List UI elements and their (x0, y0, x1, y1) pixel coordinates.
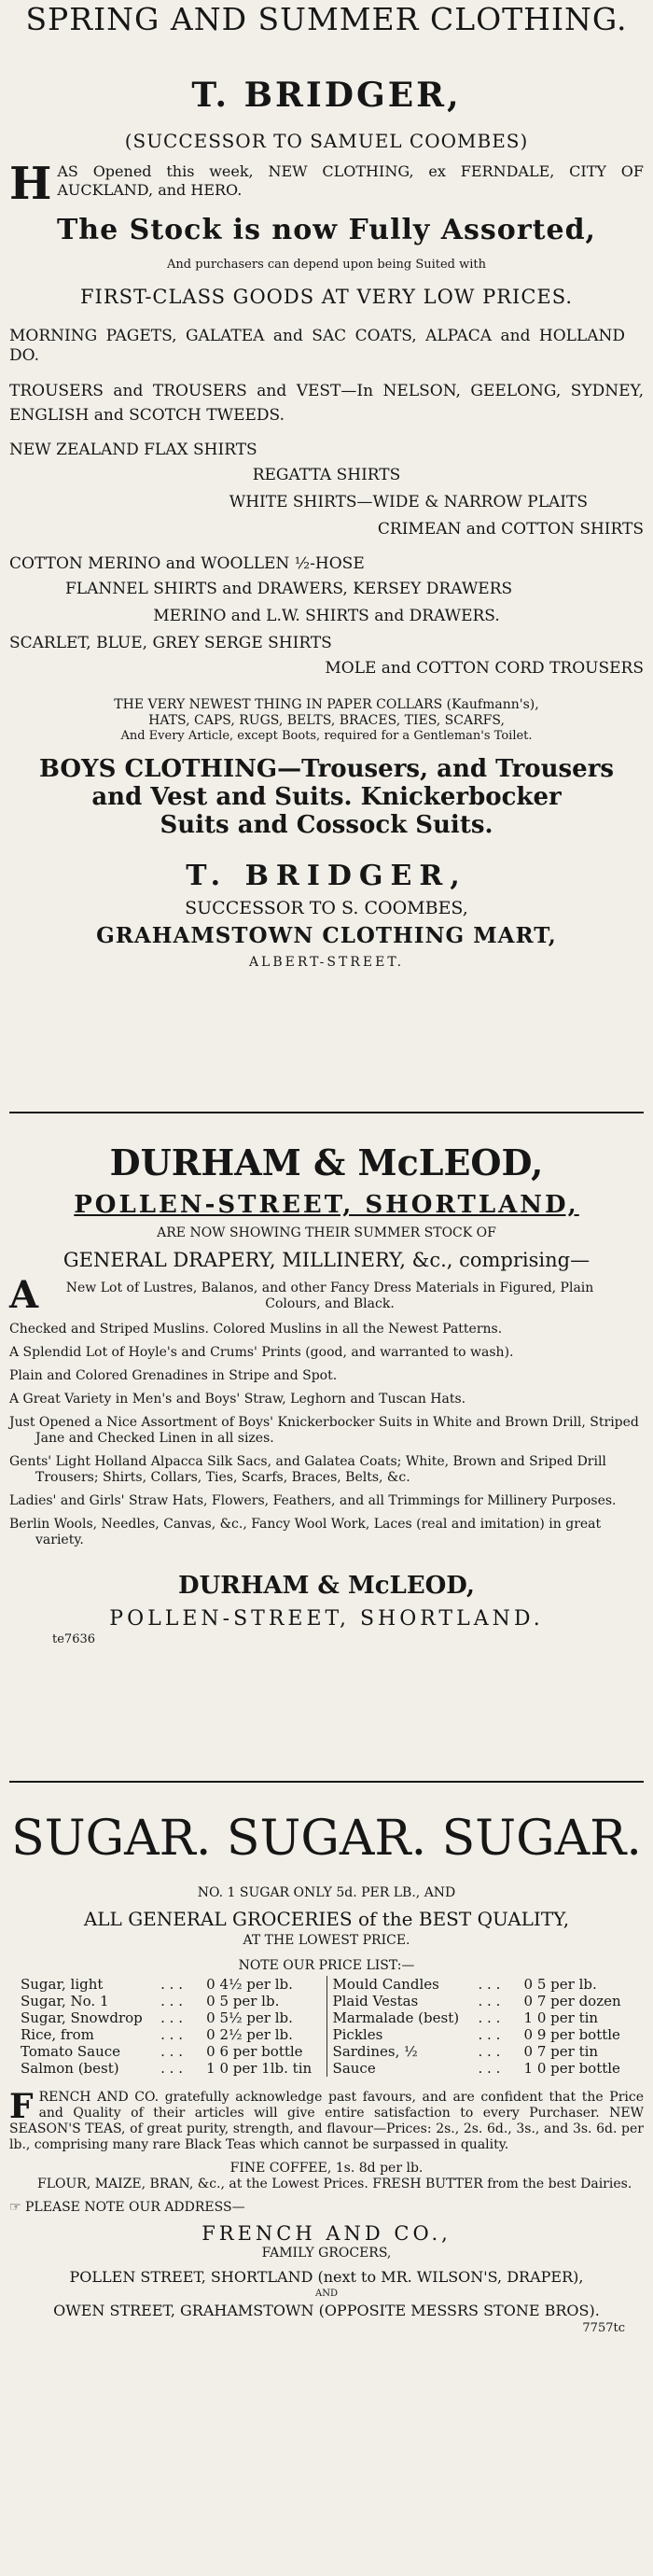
leader-dots: . . . (160, 1976, 183, 1993)
list-item: Berlin Wools, Needles, Canvas, &c., Fancy Wool Work, Laces (real and imitation) in great variety. (9, 1517, 602, 1547)
price-value: 0 2½ per lb. (206, 2026, 293, 2043)
list-item: MOLE and COTTON CORD TROUSERS (325, 659, 644, 678)
drop-cap: H (9, 158, 52, 210)
leader-dots: . . . (478, 2026, 501, 2043)
list-item: NEW ZEALAND FLAX SHIRTS (9, 441, 257, 459)
list-item: MORNING PAGETS, GALATEA and SAC COATS, ALPACA and HOLLAND DO. (9, 327, 625, 365)
pollen-address: POLLEN STREET, SHORTLAND (next to MR. WILSON'S, DRAPER), (69, 2268, 584, 2286)
price-item: Sauce (326, 2060, 476, 2077)
merchant-name: DURHAM & McLEOD, (109, 1141, 544, 1183)
durham-mcleod-advertisement (9, 1141, 644, 1781)
price-row (19, 1976, 634, 1993)
price-value: 0 9 per bottle (523, 2026, 620, 2043)
list-item: Ladies' and Girls' Straw Hats, Flowers, Feathers, and all Trimmings for Millinery Purposes. (9, 1493, 617, 1508)
list-item: FLANNEL SHIRTS and DRAWERS, KERSEY DRAWERS (65, 580, 513, 598)
leader-dots: . . . (478, 2043, 501, 2060)
goods-list (9, 327, 644, 679)
price-row (19, 2043, 634, 2060)
opening-text: AS Opened this week, NEW CLOTHING, ex FERNDALE, CITY OF AUCKLAND, and HERO. (57, 162, 644, 199)
family-grocers-line: FAMILY GROCERS, (261, 2246, 392, 2261)
list-item: Checked and Striped Muslins. Colored Muslins in all the Newest Patterns. (9, 1322, 503, 1337)
price-value: 0 5½ per lb. (206, 2009, 293, 2026)
sugar-price-line: NO. 1 SUGAR ONLY 5d. PER LB., AND (197, 1885, 456, 1900)
price-item: Sugar, No. 1 (21, 1993, 109, 2009)
price-item: Sugar, Snowdrop (21, 2009, 143, 2026)
price-item: Salmon (best) (21, 2060, 119, 2077)
french-paragraph (9, 2087, 644, 2153)
list-item: COTTON MERINO and WOOLLEN ½-HOSE (9, 554, 365, 573)
and-line: AND (315, 2289, 338, 2299)
divider (9, 1112, 644, 1113)
boys-line: Suits and Cossock Suits. (160, 811, 493, 839)
signature-street: ALBERT-STREET. (248, 955, 405, 970)
signature-name: FRENCH AND CO., (201, 2222, 452, 2245)
drop-cap: A (9, 1273, 39, 1317)
leader-dots: . . . (160, 2043, 183, 2060)
opening-paragraph (9, 158, 644, 210)
list-item: Just Opened a Nice Assortment of Boys' Knickerbocker Suits in White and Brown Drill, Striped Jane and Checked Linen in all sizes. (9, 1415, 639, 1446)
list-item: TROUSERS and TROUSERS and VEST—In NELSON, GEELONG, SYDNEY, ENGLISH and SCOTCH TWEEDS. (9, 382, 644, 425)
price-value: 0 5 per lb. (523, 1976, 597, 1993)
showing-line: ARE NOW SHOWING THEIR SUMMER STOCK OF (157, 1225, 496, 1240)
boys-clothing (9, 755, 644, 839)
price-row (19, 1993, 634, 2009)
purchasers-line: And purchasers can depend upon being Suited with (166, 258, 487, 272)
signature-name: T. BRIDGER, (186, 860, 467, 892)
list-item: A Splendid Lot of Hoyle's and Crums' Prints (good, and warranted to wash). (9, 1345, 514, 1360)
price-item: Sardines, ½ (326, 2043, 476, 2060)
reference-code: 7757tc (582, 2321, 625, 2335)
price-item: Tomato Sauce (21, 2043, 121, 2060)
headline: SPRING AND SUMMER CLOTHING. (25, 1, 628, 37)
price-item: Pickles (326, 2026, 476, 2043)
lowest-price-line: AT THE LOWEST PRICE. (243, 1933, 410, 1948)
divider (9, 1781, 644, 1783)
owen-address: OWEN STREET, GRAHAMSTOWN (OPPOSITE MESSRS STONE BROS). (53, 2302, 600, 2319)
drop-cap: F (9, 2087, 34, 2126)
general-line: GENERAL DRAPERY, MILLINERY, &c., comprising— (63, 1249, 590, 1271)
first-class-line: FIRST-CLASS GOODS AT VERY LOW PRICES. (79, 286, 574, 308)
leader-dots: . . . (478, 2060, 501, 2077)
french-and-co-advertisement (9, 1811, 644, 2576)
merchant-name: T. BRIDGER, (191, 76, 462, 115)
price-row (19, 2009, 634, 2026)
price-item: Plaid Vestas (326, 1993, 476, 2009)
hats-line: HATS, CAPS, RUGS, BELTS, BRACES, TIES, SCARFS, (148, 713, 505, 728)
price-item: Sugar, light (21, 1976, 104, 1993)
boys-line: and Vest and Suits. Knickerbocker (91, 783, 562, 811)
price-value: 1 0 per tin (523, 2009, 599, 2026)
list-item: CRIMEAN and COTTON SHIRTS (377, 520, 644, 539)
price-value: 0 4½ per lb. (206, 1976, 293, 1993)
address-note (9, 2200, 644, 2216)
leader-dots: . . . (478, 1976, 501, 1993)
bridger-advertisement (9, 0, 644, 1112)
price-item: Rice, from (21, 2026, 94, 2043)
groceries-line: ALL GENERAL GROCERIES of the BEST QUALITY, (83, 1908, 570, 1930)
price-value: 0 6 per bottle (206, 2043, 303, 2060)
list-item: WHITE SHIRTS—WIDE & NARROW PLAITS (229, 493, 588, 511)
price-item: Mould Candles (326, 1976, 476, 1993)
price-list-table (19, 1976, 634, 2077)
first-item (9, 1273, 644, 1317)
list-item: REGATTA SHIRTS (252, 466, 401, 484)
price-value: 1 0 per bottle (523, 2060, 620, 2077)
boys-line: BOYS CLOTHING—Trousers, and Trousers (38, 755, 615, 783)
leader-dots: . . . (478, 1993, 501, 2009)
signature-name: DURHAM & McLEOD, (178, 1572, 475, 1600)
street-line: POLLEN-STREET, SHORTLAND, (74, 1191, 579, 1219)
price-row (19, 2026, 634, 2043)
leader-dots: . . . (160, 2026, 183, 2043)
price-value: 0 5 per lb. (206, 1993, 280, 2009)
every-article-line: And Every Article, except Boots, required for a Gentleman's Toilet. (120, 729, 533, 743)
leader-dots: . . . (160, 1993, 183, 2009)
signature-street: POLLEN-STREET, SHORTLAND. (109, 1607, 544, 1631)
leader-dots: . . . (160, 2060, 183, 2077)
first-item-text: New Lot of Lustres, Balanos, and other Fancy Dress Materials in Figured, Plain Colours, and Black. (65, 1281, 594, 1311)
flour-line: FLOUR, MAIZE, BRAN, &c., at the Lowest Prices. FRESH BUTTER from the best Dairies. (37, 2177, 632, 2191)
price-item: Marmalade (best) (326, 2009, 476, 2026)
stock-line: The Stock is now Fully Assorted, (56, 214, 596, 246)
leader-dots: . . . (478, 2009, 501, 2026)
leader-dots: . . . (160, 2009, 183, 2026)
newest-line: THE VERY NEWEST THING IN PAPER COLLARS (Kaufmann's), (114, 697, 539, 712)
list-item: A Great Variety in Men's and Boys' Straw, Leghorn and Tuscan Hats. (9, 1392, 466, 1407)
address-note-text: PLEASE NOTE OUR ADDRESS— (25, 2200, 245, 2215)
french-text: RENCH AND CO. gratefully acknowledge past favours, and are confident that the Price and Quality of their articles will give entire satisfaction to every Purchaser. NEW SEASON'S TEAS, of great purity, strength, and flavour—Prices: 2s., 2s. 6d., 3s., and 3s. 6d. per lb., comprising many rare Black Teas which cannot be surpassed in quality. (9, 2090, 644, 2152)
coffee-line: FINE COFFEE, 1s. 8d per lb. (229, 2161, 424, 2176)
price-value: 0 7 per dozen (523, 1993, 621, 2009)
price-value: 1 0 per 1lb. tin (206, 2060, 313, 2077)
headline: SUGAR. SUGAR. SUGAR. (11, 1811, 642, 1867)
price-row (19, 2060, 634, 2077)
list-item: SCARLET, BLUE, GREY SERGE SHIRTS (9, 634, 332, 652)
drapery-list (9, 1322, 644, 1548)
list-item: MERINO and L.W. SHIRTS and DRAWERS. (153, 607, 500, 625)
reference-code: te7636 (52, 1632, 96, 1646)
signature-mart: GRAHAMSTOWN CLOTHING MART, (96, 923, 557, 948)
price-list-heading: NOTE OUR PRICE LIST:— (238, 1958, 415, 1973)
list-item: Plain and Colored Grenadines in Stripe and Spot. (9, 1368, 338, 1383)
pointing-hand-icon: ☞ (9, 2200, 26, 2215)
list-item: Gents' Light Holland Alpacca Silk Sacs, and Galatea Coats; White, Brown and Sriped Drill Trousers; Shirts, Collars, Ties, Scarfs, Braces, Belts, &c. (9, 1454, 606, 1485)
price-value: 0 7 per tin (523, 2043, 599, 2060)
successor-line: (SUCCESSOR TO SAMUEL COOMBES) (124, 130, 529, 152)
signature-successor: SUCCESSOR TO S. COOMBES, (185, 898, 468, 918)
